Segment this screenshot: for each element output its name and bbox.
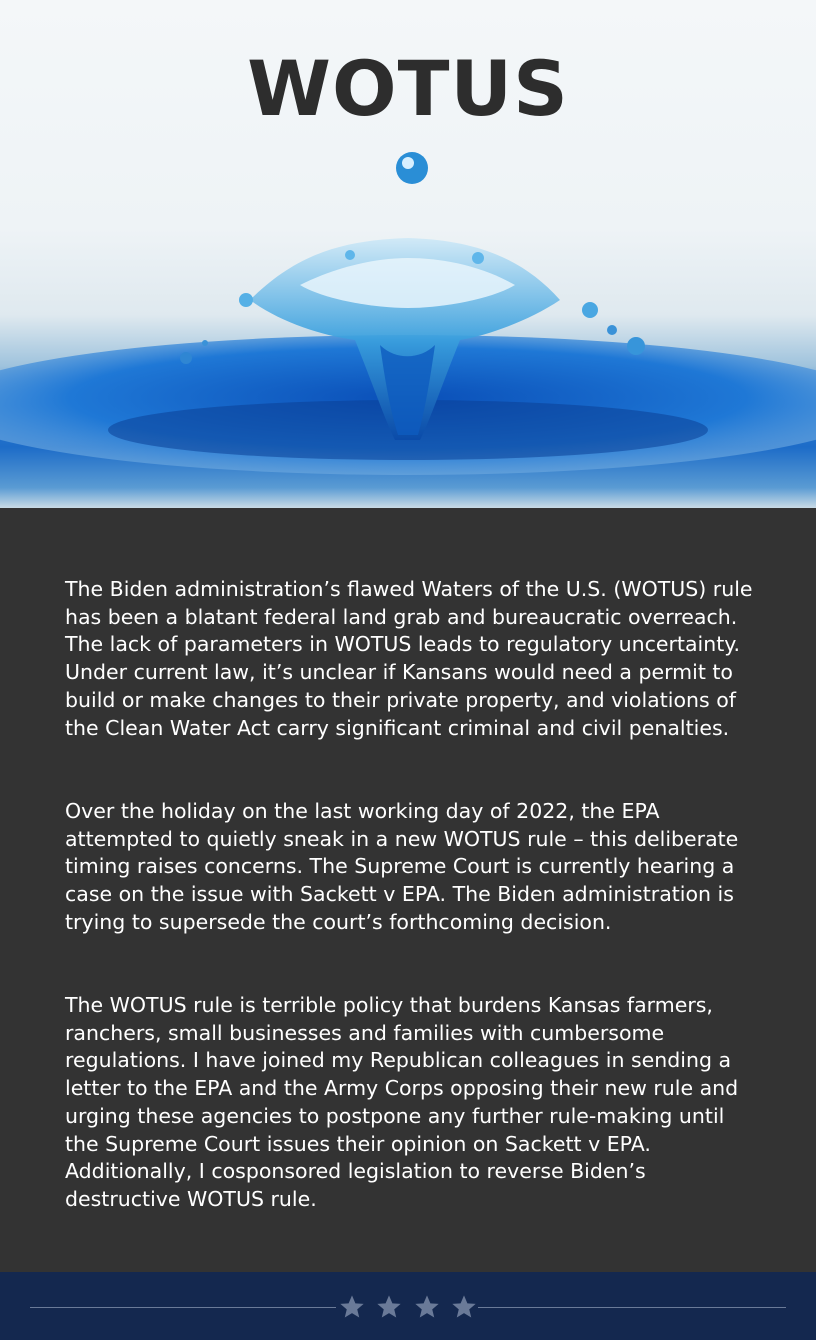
- article-paragraph-1: The Biden administration’s flawed Waters of the U.S. (WOTUS) rule has been a blatant federal land grab and bureaucratic overreach. The lack of parameters in WOTUS leads to regulatory uncertainty. Under current law, it’s unclear if Kansans would need a permit to build or make changes to their private property, and violations of the Clean Water Act carry significant criminal and civil penalties.: [65, 577, 753, 740]
- footer-divider-right: [478, 1307, 786, 1308]
- article-paragraph-3: The WOTUS rule is terrible policy that burdens Kansas farmers, ranchers, small businesses and families with cumbersome regulations. I have joined my Republican colleagues in sending a letter to the EPA and the Army Corps opposing their new rule and urging these agencies to postpone any further rule-making until the Supreme Court issues their opinion on Sackett v EPA. Additionally, I cosponsored legislation to reverse Biden’s destructive WOTUS rule.: [65, 993, 739, 1211]
- footer-divider-left: [30, 1307, 336, 1308]
- page-title: WOTUS: [247, 44, 569, 133]
- star-icon: [413, 1293, 441, 1321]
- article-paragraph-2: Over the holiday on the last working day of 2022, the EPA attempted to quietly sneak in a new WOTUS rule – this deliberate timing raises concerns. The Supreme Court is currently hearing a case on the issue with Sackett v EPA. The Biden administration is trying to supersede the court’s forthcoming decision.: [65, 799, 739, 934]
- star-icon: [450, 1293, 478, 1321]
- star-icon: [338, 1293, 366, 1321]
- article-body: [0, 508, 816, 1272]
- hero-banner: [0, 0, 816, 508]
- star-icon: [375, 1293, 403, 1321]
- footer-banner: [0, 1272, 816, 1340]
- footer-stars: [338, 1289, 478, 1325]
